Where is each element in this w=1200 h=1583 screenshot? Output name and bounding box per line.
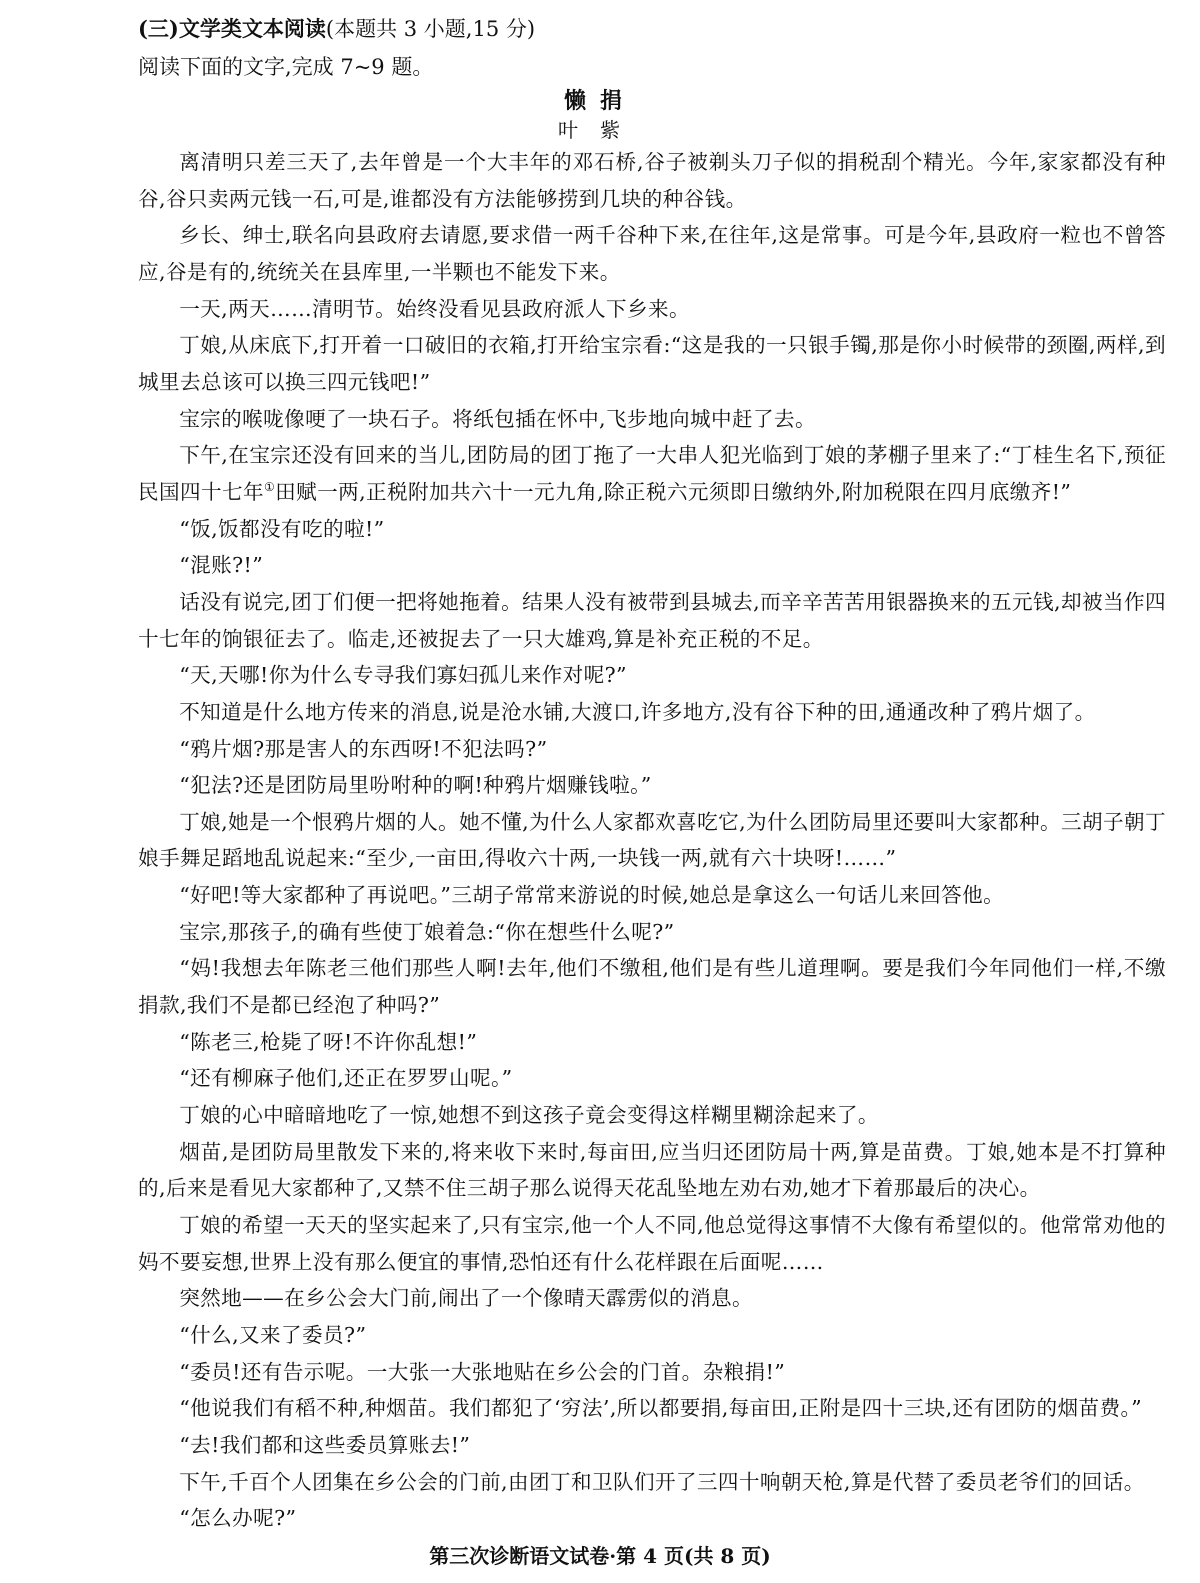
paragraph-text: 丁娘的希望一天天的坚实起来了,只有宝宗,他一个人不同,他总觉得这事情不大像有希望似的。他常常劝他的妈不要妄想,世界上没有那么便宜的事情,恐怕还有什么花样跟在后面呢…… bbox=[138, 1213, 1166, 1274]
story-paragraph bbox=[138, 767, 1166, 804]
paragraph-text: 丁娘,从床底下,打开着一口破旧的衣箱,打开给宝宗看:“这是我的一只银手镯,那是你小时候带的颈圈,两样,到城里去总该可以换三四元钱吧!” bbox=[138, 333, 1166, 394]
paragraph-text: 乡长、绅士,联名向县政府去请愿,要求借一两千谷种下来,在往年,这是常事。可是今年,县政府一粒也不曾答应,谷是有的,统统关在县库里,一半颗也不能发下来。 bbox=[138, 223, 1166, 284]
paragraph-text: “鸦片烟?那是害人的东西呀!不犯法吗?” bbox=[179, 736, 548, 761]
paragraph-text: “妈!我想去年陈老三他们那些人啊!去年,他们不缴租,他们是有些儿道理啊。要是我们今年同他们一样,不缴捐款,我们不是都已经泡了种吗?” bbox=[138, 956, 1166, 1018]
story-paragraph bbox=[138, 401, 1166, 438]
story-author: 叶紫 bbox=[558, 118, 642, 142]
story-paragraph bbox=[138, 1280, 1166, 1317]
paragraph-text: “混账?!” bbox=[179, 553, 264, 578]
story-paragraph bbox=[138, 804, 1166, 877]
paragraph-text: “天,天哪!你为什么专寻我们寡妇孤儿来作对呢?” bbox=[179, 663, 627, 688]
story-paragraph bbox=[138, 547, 1166, 584]
story-paragraph bbox=[138, 1464, 1166, 1501]
story-paragraph bbox=[138, 327, 1166, 400]
paragraph-text: 田赋一两,正税附加共六十一元九角,除正税六元须即日缴纳外,附加税限在四月底缴齐!” bbox=[275, 479, 1072, 504]
section-heading bbox=[138, 14, 535, 44]
paragraph-text: 不知道是什么地方传来的消息,说是沧水铺,大渡口,许多地方,没有谷下种的田,通通改种了鸦片烟了。 bbox=[179, 699, 1096, 724]
story-paragraph bbox=[138, 1317, 1166, 1354]
paragraph-text: 烟苗,是团防局里散发下来的,将来收下来时,每亩田,应当归还团防局十两,算是苗费。丁娘,她本是不打算种的,后来是看见大家都种了,又禁不住三胡子那么说得天花乱坠地左劝右劝,她才下着那最后的决心。 bbox=[138, 1139, 1166, 1201]
story-paragraph bbox=[138, 1207, 1166, 1280]
paragraph-text: “委员!还有告示呢。一大张一大张地贴在乡公会的门首。杂粮捐!” bbox=[179, 1359, 786, 1384]
story-paragraph bbox=[138, 1500, 1166, 1537]
paragraph-text: 离清明只差三天了,去年曾是一个大丰年的邓石桥,谷子被剃头刀子似的捐税刮个精光。今年,家家都没有种谷,谷只卖两元钱一石,可是,谁都没有方法能够捞到几块的种谷钱。 bbox=[138, 150, 1166, 211]
story-paragraph bbox=[138, 914, 1166, 951]
story-paragraph bbox=[138, 584, 1166, 657]
paragraph-text: 丁娘的心中暗暗地吃了一惊,她想不到这孩子竟会变得这样糊里糊涂起来了。 bbox=[179, 1103, 879, 1128]
paragraph-text: 丁娘,她是一个恨鸦片烟的人。她不懂,为什么人家都欢喜吃它,为什么团防局里还要叫大家都种。三胡子朝丁娘手舞足蹈地乱说起来:“至少,一亩田,得收六十两,一块钱一两,就有六十块呀!……” bbox=[138, 809, 1166, 871]
paragraph-text: “什么,又来了委员?” bbox=[179, 1323, 367, 1347]
story-paragraph bbox=[138, 1390, 1166, 1427]
section-heading-label: (三)文学类文本阅读 bbox=[138, 16, 326, 41]
story-paragraph bbox=[138, 144, 1166, 217]
story-paragraph bbox=[138, 1354, 1166, 1391]
story-paragraph bbox=[138, 877, 1166, 914]
story-paragraph bbox=[138, 731, 1166, 768]
paragraph-text: 一天,两天……清明节。始终没看见县政府派人下乡来。 bbox=[179, 296, 690, 321]
paragraph-text: 宝宗,那孩子,的确有些使丁娘着急:“你在想些什么呢?” bbox=[179, 919, 675, 944]
paragraph-text: “他说我们有稻不种,种烟苗。我们都犯了‘穷法’,所以都要捐,每亩田,正附是四十三块,还有团防的烟苗费。” bbox=[179, 1396, 1143, 1421]
story-paragraph bbox=[138, 291, 1166, 328]
paragraph-text: “好吧!等大家都种了再说吧。”三胡子常常来游说的时候,她总是拿这么一句话儿来回答他。 bbox=[179, 883, 1005, 908]
story-paragraph bbox=[138, 511, 1166, 548]
footnote-marker: ① bbox=[263, 479, 276, 494]
story-paragraph bbox=[138, 1024, 1166, 1061]
page-footer: 第三次诊断语文试卷·第 4 页(共 8 页) bbox=[429, 1544, 771, 1568]
story-paragraph bbox=[138, 1134, 1166, 1207]
story-paragraph bbox=[138, 437, 1166, 510]
paragraph-text: 下午,千百个人团集在乡公会的门前,由团丁和卫队们开了三四十响朝天枪,算是代替了委员老爷们的回话。 bbox=[179, 1469, 1145, 1494]
paragraph-text: 话没有说完,团丁们便一把将她拖着。结果人没有被带到县城去,而辛辛苦苦用银器换来的五元钱,却被当作四十七年的饷银征去了。临走,还被捉去了一只大雄鸡,算是补充正税的不足。 bbox=[138, 589, 1166, 651]
story-paragraph bbox=[138, 1427, 1166, 1464]
paragraph-text: “去!我们都和这些委员算账去!” bbox=[179, 1432, 471, 1457]
paragraph-text: 宝宗的喉咙像哽了一块石子。将纸包插在怀中,飞步地向城中赶了去。 bbox=[179, 406, 816, 431]
story-body bbox=[138, 144, 1166, 1537]
paragraph-text: 下午,在宝宗还没有回来的当儿,团防局的团丁拖了一大串人犯光临到丁娘的茅棚子里来了:“丁桂生名下,预征民国四十七年 bbox=[138, 443, 1166, 504]
paragraph-text: “陈老三,枪毙了呀!不许你乱想!” bbox=[179, 1029, 478, 1054]
paragraph-text: 突然地——在乡公会大门前,闹出了一个像晴天霹雳似的消息。 bbox=[179, 1286, 753, 1311]
story-title: 懒捐 bbox=[563, 88, 636, 114]
story-paragraph bbox=[138, 657, 1166, 694]
story-paragraph bbox=[138, 950, 1166, 1023]
paragraph-text: “怎么办呢?” bbox=[179, 1506, 297, 1531]
reading-instruction: 阅读下面的文字,完成 7~9 题。 bbox=[138, 55, 434, 79]
paragraph-text: “犯法?还是团防局里吩咐种的啊!种鸦片烟赚钱啦。” bbox=[179, 773, 652, 798]
story-paragraph bbox=[138, 217, 1166, 290]
paragraph-text: “还有柳麻子他们,还正在罗罗山呢。” bbox=[179, 1066, 513, 1091]
paragraph-text: “饭,饭都没有吃的啦!” bbox=[179, 516, 385, 541]
story-paragraph bbox=[138, 1097, 1166, 1134]
story-paragraph bbox=[138, 694, 1166, 731]
story-paragraph bbox=[138, 1060, 1166, 1097]
section-heading-note: (本题共 3 小题,15 分) bbox=[325, 17, 536, 41]
